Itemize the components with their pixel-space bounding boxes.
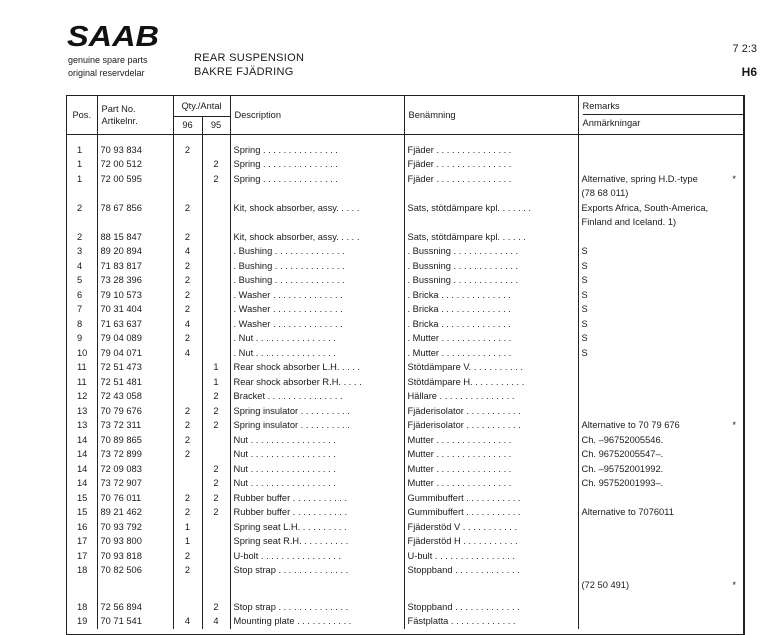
cell-part-no: 79 04 071 [97,346,173,361]
cell-qty-95: 1 [202,375,230,390]
cell-pos: 16 [67,520,97,535]
cell-description: . Nut . . . . . . . . . . . . . . . . [230,331,404,346]
cell-pos: 1 [67,157,97,172]
cell-remarks [578,600,744,615]
cell-qty-96: 2 [173,404,202,419]
cell-remarks [578,375,744,390]
table-row [67,346,744,361]
cell-qty-95 [202,134,230,157]
cell-part-no: 89 20 894 [97,244,173,259]
cell-qty-95 [202,244,230,259]
cell-remarks [578,134,744,157]
cell-benamning: . Bricka . . . . . . . . . . . . . . [404,317,578,332]
page-title-sv: BAKRE FJÄDRING [194,66,294,78]
cell-remarks [578,244,744,259]
cell-part-no: 70 82 506 [97,563,173,578]
cell-qty-96: 2 [173,302,202,317]
cell-part-no: 88 15 847 [97,230,173,245]
cell-description: Spring insulator . . . . . . . . . . [230,418,404,433]
cell-remarks [578,534,744,549]
remark-asterisk: * [732,420,737,430]
col-anmarkningar-label: Anmärkningar [583,114,745,128]
cell-part-no: 89 21 462 [97,505,173,520]
brand-line-sv: original reservdelar [68,68,145,78]
cell-remarks [578,578,744,600]
col-partno-label: Part No. [101,103,136,114]
cell-qty-96: 2 [173,134,202,157]
remark-text: Ch. 96752005547–. [581,449,664,459]
table-row [67,273,744,288]
cell-qty-96: 2 [173,259,202,274]
table-row [67,302,744,317]
col-benamning-header: Benämning [404,96,578,134]
remark-text: Alternative to 70 79 676 [581,420,680,430]
table-row [67,317,744,332]
cell-qty-96: 2 [173,563,202,578]
cell-pos: 15 [67,505,97,520]
cell-qty-96: 2 [173,505,202,520]
cell-pos: 18 [67,600,97,615]
cell-remarks [578,273,744,288]
cell-description: . Washer . . . . . . . . . . . . . . [230,302,404,317]
table-row [67,288,744,303]
cell-benamning: Gummibuffert . . . . . . . . . . . [404,505,578,520]
cell-part-no: 70 93 818 [97,549,173,564]
cell-benamning: Mutter . . . . . . . . . . . . . . . [404,447,578,462]
cell-description: . Nut . . . . . . . . . . . . . . . . [230,346,404,361]
cell-remarks [578,360,744,375]
table-row [67,447,744,462]
cell-remarks [578,317,744,332]
cell-part-no: 72 51 473 [97,360,173,375]
cell-remarks [578,389,744,404]
remark-text: Alternative to 7076011 [581,507,674,517]
cell-benamning: . Mutter . . . . . . . . . . . . . . [404,331,578,346]
cell-pos: 6 [67,288,97,303]
cell-description: Rubber buffer . . . . . . . . . . . [230,505,404,520]
cell-description: . Washer . . . . . . . . . . . . . . [230,317,404,332]
cell-description: Bracket . . . . . . . . . . . . . . . [230,389,404,404]
cell-pos: 14 [67,462,97,477]
table-row [67,259,744,274]
remark-asterisk: * [732,173,737,184]
cell-part-no: 72 51 481 [97,375,173,390]
cell-part-no: 73 72 899 [97,447,173,462]
cell-qty-95 [202,433,230,448]
parts-table-frame [66,95,745,635]
remark-text: S [581,347,588,358]
cell-qty-95 [202,578,230,600]
cell-qty-95: 2 [202,491,230,506]
cell-qty-96 [173,476,202,491]
cell-part-no: 70 31 404 [97,302,173,317]
cell-description: Spring . . . . . . . . . . . . . . . [230,157,404,172]
table-row [67,534,744,549]
cell-remarks [578,491,744,506]
cell-description: . Bushing . . . . . . . . . . . . . . [230,259,404,274]
cell-pos [67,578,97,600]
cell-qty-96 [173,389,202,404]
cell-pos: 10 [67,346,97,361]
cell-part-no: 73 72 311 [97,418,173,433]
cell-qty-96: 2 [173,549,202,564]
cell-pos: 1 [67,134,97,157]
cell-qty-96: 1 [173,534,202,549]
cell-description: Nut . . . . . . . . . . . . . . . . . [230,462,404,477]
cell-description: Spring . . . . . . . . . . . . . . . [230,172,404,201]
remark-text: S [581,318,588,329]
cell-qty-95 [202,288,230,303]
section-code: H6 [741,65,757,79]
remark-text: S [581,275,588,285]
cell-part-no: 71 63 637 [97,317,173,332]
col-description-header: Description [230,96,404,134]
table-row [67,201,744,230]
cell-description: Spring . . . . . . . . . . . . . . . [230,134,404,157]
cell-remarks [578,447,744,462]
cell-qty-95 [202,563,230,578]
table-header [67,96,744,134]
cell-description [230,578,404,600]
table-row [67,563,744,578]
cell-pos: 13 [67,418,97,433]
table-row [67,614,744,629]
cell-pos: 12 [67,389,97,404]
cell-qty-96: 4 [173,614,202,629]
cell-pos: 15 [67,491,97,506]
cell-pos: 13 [67,404,97,419]
logo-text: SAAB [67,21,159,53]
cell-description: . Bushing . . . . . . . . . . . . . . [230,244,404,259]
cell-benamning: Gummibuffert . . . . . . . . . . . [404,491,578,506]
cell-qty-95 [202,273,230,288]
cell-part-no: 70 93 792 [97,520,173,535]
remark-text: Ch. 95752001993–. [581,478,664,488]
cell-part-no: 72 56 894 [97,600,173,615]
col-partno-header [97,96,173,134]
cell-qty-95: 2 [202,600,230,615]
cell-remarks [578,302,744,317]
cell-remarks [578,549,744,564]
cell-description: Stop strap . . . . . . . . . . . . . . [230,563,404,578]
cell-qty-96: 2 [173,288,202,303]
table-row [67,462,744,477]
cell-pos: 17 [67,549,97,564]
col-remarks-header [578,96,744,134]
cell-qty-95 [202,447,230,462]
cell-qty-95: 4 [202,614,230,629]
cell-qty-96 [173,375,202,390]
table-row [67,331,744,346]
parts-table [67,96,744,629]
cell-remarks [578,433,744,448]
cell-qty-96 [173,172,202,201]
cell-benamning: Stoppband . . . . . . . . . . . . . [404,600,578,615]
saab-logo [66,21,160,53]
cell-qty-96: 2 [173,273,202,288]
table-row [67,418,744,433]
cell-qty-96 [173,462,202,477]
cell-qty-96: 4 [173,244,202,259]
cell-part-no: 72 09 083 [97,462,173,477]
cell-qty-95 [202,259,230,274]
cell-benamning: Mutter . . . . . . . . . . . . . . . [404,433,578,448]
table-row [67,157,744,172]
cell-part-no: 70 89 865 [97,433,173,448]
cell-benamning: Fjäder . . . . . . . . . . . . . . . [404,172,578,201]
cell-description: Rear shock absorber R.H. . . . . [230,375,404,390]
cell-pos: 11 [67,360,97,375]
cell-part-no: 70 79 676 [97,404,173,419]
cell-remarks [578,614,744,629]
cell-pos: 17 [67,534,97,549]
cell-benamning: . Mutter . . . . . . . . . . . . . . [404,346,578,361]
cell-benamning [404,578,578,600]
cell-qty-95: 2 [202,476,230,491]
cell-description: Kit, shock absorber, assy. . . . . [230,230,404,245]
remark-asterisk: * [732,579,737,590]
cell-pos: 18 [67,563,97,578]
cell-qty-95: 2 [202,462,230,477]
cell-remarks [578,476,744,491]
cell-benamning: . Bussning . . . . . . . . . . . . . [404,244,578,259]
cell-description: U-bolt . . . . . . . . . . . . . . . . [230,549,404,564]
remark-text: S [581,333,588,343]
cell-qty-95 [202,549,230,564]
cell-benamning: Fjäder . . . . . . . . . . . . . . . [404,134,578,157]
cell-qty-96: 1 [173,520,202,535]
cell-part-no: 79 10 573 [97,288,173,303]
cell-part-no: 72 00 595 [97,172,173,201]
cell-part-no [97,578,173,600]
table-row [67,520,744,535]
cell-benamning: Hällare . . . . . . . . . . . . . . . [404,389,578,404]
table-row [67,476,744,491]
cell-pos: 14 [67,447,97,462]
table-row [67,244,744,259]
table-body [67,134,744,629]
cell-remarks [578,157,744,172]
remark-text: Ch. –96752005546. [581,434,664,445]
cell-pos: 11 [67,375,97,390]
remark-text: Exports Africa, South-America, [581,202,709,213]
cell-benamning: Fjäder . . . . . . . . . . . . . . . [404,157,578,172]
cell-part-no: 70 71 541 [97,614,173,629]
table-row [67,134,744,157]
remark-text-line2: Finland and Iceland. 1) [581,217,677,227]
cell-pos: 5 [67,273,97,288]
col-pos-header: Pos. [67,96,97,134]
cell-pos: 4 [67,259,97,274]
cell-description: Spring seat L.H. . . . . . . . . . [230,520,404,535]
cell-benamning: Fjäderstöd H . . . . . . . . . . . [404,534,578,549]
table-row [67,389,744,404]
cell-qty-96: 2 [173,331,202,346]
cell-description: Rubber buffer . . . . . . . . . . . [230,491,404,506]
cell-qty-95 [202,302,230,317]
cell-qty-95: 2 [202,404,230,419]
cell-benamning: Sats, stötdämpare kpl. . . . . . . [404,201,578,230]
remark-text: S [581,260,588,271]
cell-remarks [578,404,744,419]
cell-part-no: 70 93 800 [97,534,173,549]
cell-qty-96: 2 [173,418,202,433]
table-row [67,433,744,448]
cell-description: Rear shock absorber L.H. . . . . [230,360,404,375]
cell-qty-95: 2 [202,157,230,172]
cell-part-no: 71 83 817 [97,259,173,274]
cell-benamning: Stötdämpare H. . . . . . . . . . . [404,375,578,390]
cell-description: Stop strap . . . . . . . . . . . . . . [230,600,404,615]
cell-benamning: Fjäderisolator . . . . . . . . . . . [404,404,578,419]
cell-benamning: U-bult . . . . . . . . . . . . . . . . [404,549,578,564]
cell-benamning: . Bussning . . . . . . . . . . . . . [404,273,578,288]
cell-remarks [578,462,744,477]
cell-pos: 14 [67,433,97,448]
table-row [67,404,744,419]
cell-description: Nut . . . . . . . . . . . . . . . . . [230,476,404,491]
cell-benamning: Fjäderisolator . . . . . . . . . . . [404,418,578,433]
remark-text: S [581,289,588,300]
col-qty95-header: 95 [202,116,230,134]
remark-text-line2: (78 68 011) [581,188,629,198]
table-row [67,578,744,600]
cell-part-no: 79 04 089 [97,331,173,346]
cell-remarks [578,563,744,578]
cell-remarks [578,288,744,303]
cell-remarks [578,505,744,520]
cell-qty-96: 2 [173,201,202,230]
table-row [67,505,744,520]
remark-text: Alternative, spring H.D.-type [581,173,698,184]
table-row [67,600,744,615]
table-row [67,230,744,245]
cell-part-no: 73 72 907 [97,476,173,491]
cell-qty-95: 1 [202,360,230,375]
table-row [67,549,744,564]
col-qty-header: Qty./Antal [173,96,230,116]
cell-qty-95 [202,317,230,332]
cell-remarks [578,418,744,433]
cell-part-no: 73 28 396 [97,273,173,288]
remark-text: S [581,304,588,314]
cell-remarks [578,201,744,230]
cell-benamning: Fästplatta . . . . . . . . . . . . . [404,614,578,629]
cell-qty-96 [173,360,202,375]
saab-logo-mark [66,21,160,53]
cell-qty-95 [202,346,230,361]
cell-benamning: . Bricka . . . . . . . . . . . . . . [404,302,578,317]
cell-part-no: 72 00 512 [97,157,173,172]
table-row [67,172,744,201]
cell-qty-96: 4 [173,346,202,361]
cell-qty-96 [173,157,202,172]
cell-benamning: Sats, stötdämpare kpl. . . . . . [404,230,578,245]
cell-description: . Washer . . . . . . . . . . . . . . [230,288,404,303]
cell-qty-96: 4 [173,317,202,332]
cell-pos: 2 [67,230,97,245]
cell-qty-95 [202,230,230,245]
cell-description: Nut . . . . . . . . . . . . . . . . . [230,433,404,448]
cell-remarks [578,172,744,201]
remark-text: Ch. –95752001992. [581,463,664,474]
cell-description: Nut . . . . . . . . . . . . . . . . . [230,447,404,462]
table-row [67,491,744,506]
cell-description: Spring seat R.H. . . . . . . . . . [230,534,404,549]
cell-pos: 3 [67,244,97,259]
cell-remarks [578,520,744,535]
cell-remarks [578,331,744,346]
cell-pos: 14 [67,476,97,491]
cell-qty-96 [173,578,202,600]
cell-remarks [578,230,744,245]
cell-remarks [578,346,744,361]
cell-qty-96: 2 [173,491,202,506]
cell-pos: 7 [67,302,97,317]
cell-description: Mounting plate . . . . . . . . . . . [230,614,404,629]
cell-part-no: 70 76 011 [97,491,173,506]
col-remarks-label: Remarks [582,101,620,112]
cell-qty-95: 2 [202,505,230,520]
page-title-en: REAR SUSPENSION [194,52,305,64]
cell-part-no: 78 67 856 [97,201,173,230]
cell-qty-95: 2 [202,389,230,404]
cell-qty-95 [202,534,230,549]
cell-qty-95 [202,331,230,346]
cell-description: . Bushing . . . . . . . . . . . . . . [230,273,404,288]
cell-benamning: Fjäderstöd V . . . . . . . . . . . [404,520,578,535]
table-row [67,360,744,375]
cell-benamning: . Bricka . . . . . . . . . . . . . . [404,288,578,303]
cell-qty-95: 2 [202,172,230,201]
cell-benamning: Stötdämpare V. . . . . . . . . . . [404,360,578,375]
cell-remarks [578,259,744,274]
cell-benamning: Stoppband . . . . . . . . . . . . . [404,563,578,578]
cell-qty-96: 2 [173,447,202,462]
page-number: 7 2:3 [732,43,757,55]
col-artikel-label: Artikelnr. [101,115,138,126]
cell-description: Spring insulator . . . . . . . . . . [230,404,404,419]
cell-benamning: Mutter . . . . . . . . . . . . . . . [404,476,578,491]
remark-text: (72 50 491) [581,579,630,590]
col-qty96-header: 96 [173,116,202,134]
cell-pos: 2 [67,201,97,230]
cell-part-no: 72 43 058 [97,389,173,404]
remark-text: S [581,246,588,256]
cell-part-no: 70 93 834 [97,134,173,157]
cell-pos: 8 [67,317,97,332]
cell-qty-96 [173,600,202,615]
cell-qty-96: 2 [173,433,202,448]
cell-qty-95 [202,201,230,230]
brand-line-en: genuine spare parts [68,55,148,65]
cell-pos: 9 [67,331,97,346]
cell-qty-95 [202,520,230,535]
cell-benamning: . Bussning . . . . . . . . . . . . . [404,259,578,274]
cell-pos: 1 [67,172,97,201]
cell-benamning: Mutter . . . . . . . . . . . . . . . [404,462,578,477]
cell-qty-96: 2 [173,230,202,245]
cell-description: Kit, shock absorber, assy. . . . . [230,201,404,230]
cell-pos: 19 [67,614,97,629]
cell-qty-95: 2 [202,418,230,433]
table-row [67,375,744,390]
